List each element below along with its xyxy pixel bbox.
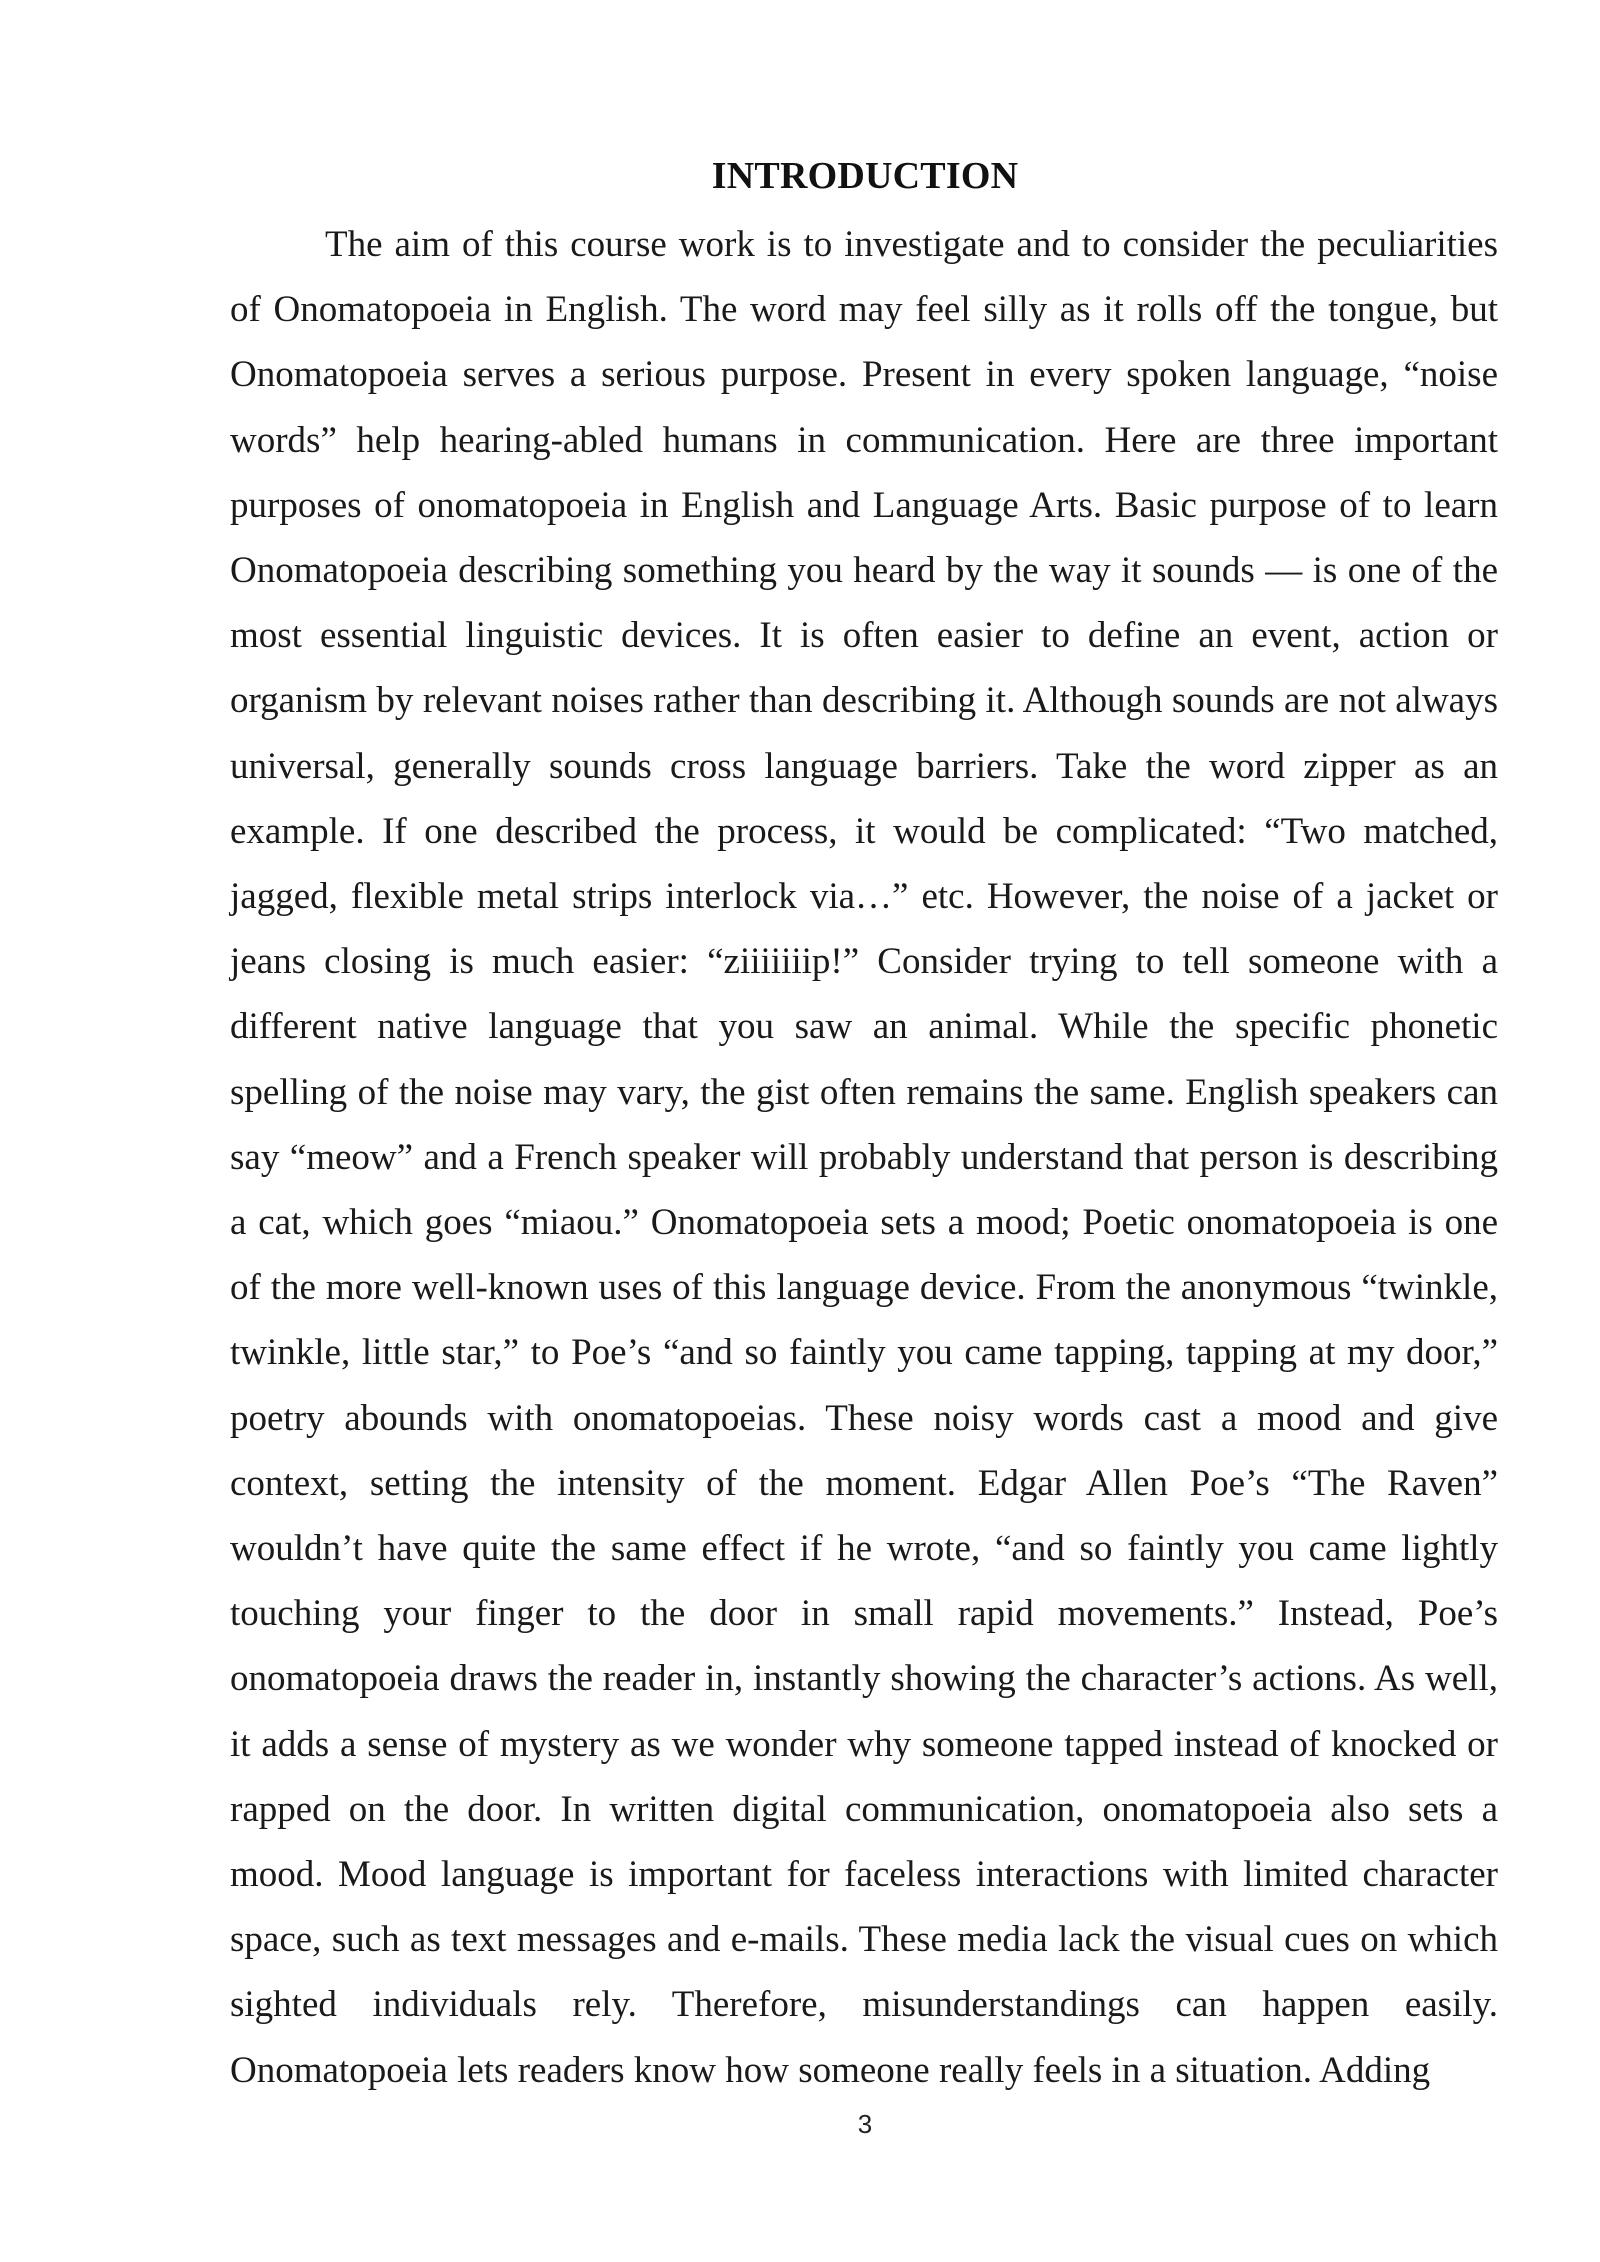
section-heading: INTRODUCTION [711,155,1019,197]
body-paragraph: The aim of this course work is to investigate and to consider the peculiarities of Onomatopoeia in English. The word may feel silly as it rolls off the tongue, but Onomatopoeia serves a serious purpose. Present in every spoken language, “noise words” help hearing-abled humans in communication. Here are three important purposes of onomatopoeia in English and Language Arts. Basic purpose of to learn Onomatopoeia describing something you heard by the way it sounds — is one of the most essential linguistic devices. It is often easier to define an event, action or organism by relevant noises rather than describing it. Although sounds are not always universal, generally sounds cross language barriers. Take the word zipper as an example. If one described the process, it would be complicated: “Two matched, jagged, flexible metal strips interlock via…” etc. However, the noise of a jacket or jeans closing is much easier: “ziiiiiiip!” Consider trying to tell someone with a different native language that you saw an animal. While the specific phonetic spelling of the noise may vary, the gist often remains the same. English speakers can say “meow” and a French speaker will probably understand that person is describing a cat, which goes “miaou.” Onomatopoeia sets a mood; Poetic onomatopoeia is one of the more well-known uses of this language device. From the anonymous “twinkle, twinkle, little star,” to Poe’s “and so faintly you came tapping, tapping at my door,” poetry abounds with onomatopoeias. These noisy words cast a mood and give context, setting the intensity of the moment. Edgar Allen Poe’s “The Raven” wouldn’t have quite the same effect if he wrote, “and so faintly you came lightly touching your finger to the door in small rapid movements.” Instead, Poe’s onomatopoeia draws the reader in, instantly showing the character’s actions. As well, it adds a sense of mystery as we wonder why someone tapped instead of knocked or rapped on the door. In written digital communication, onomatopoeia also sets a mood. Mood language is important for faceless interactions with limited character space, such as text messages and e-mails. These media lack the visual cues on which sighted individuals rely. Therefore, misunderstandings can happen easily. Onomatopoeia lets readers know how someone really feels in a situation. Adding [230,224,1498,2091]
page-number: 3 [857,2109,873,2139]
